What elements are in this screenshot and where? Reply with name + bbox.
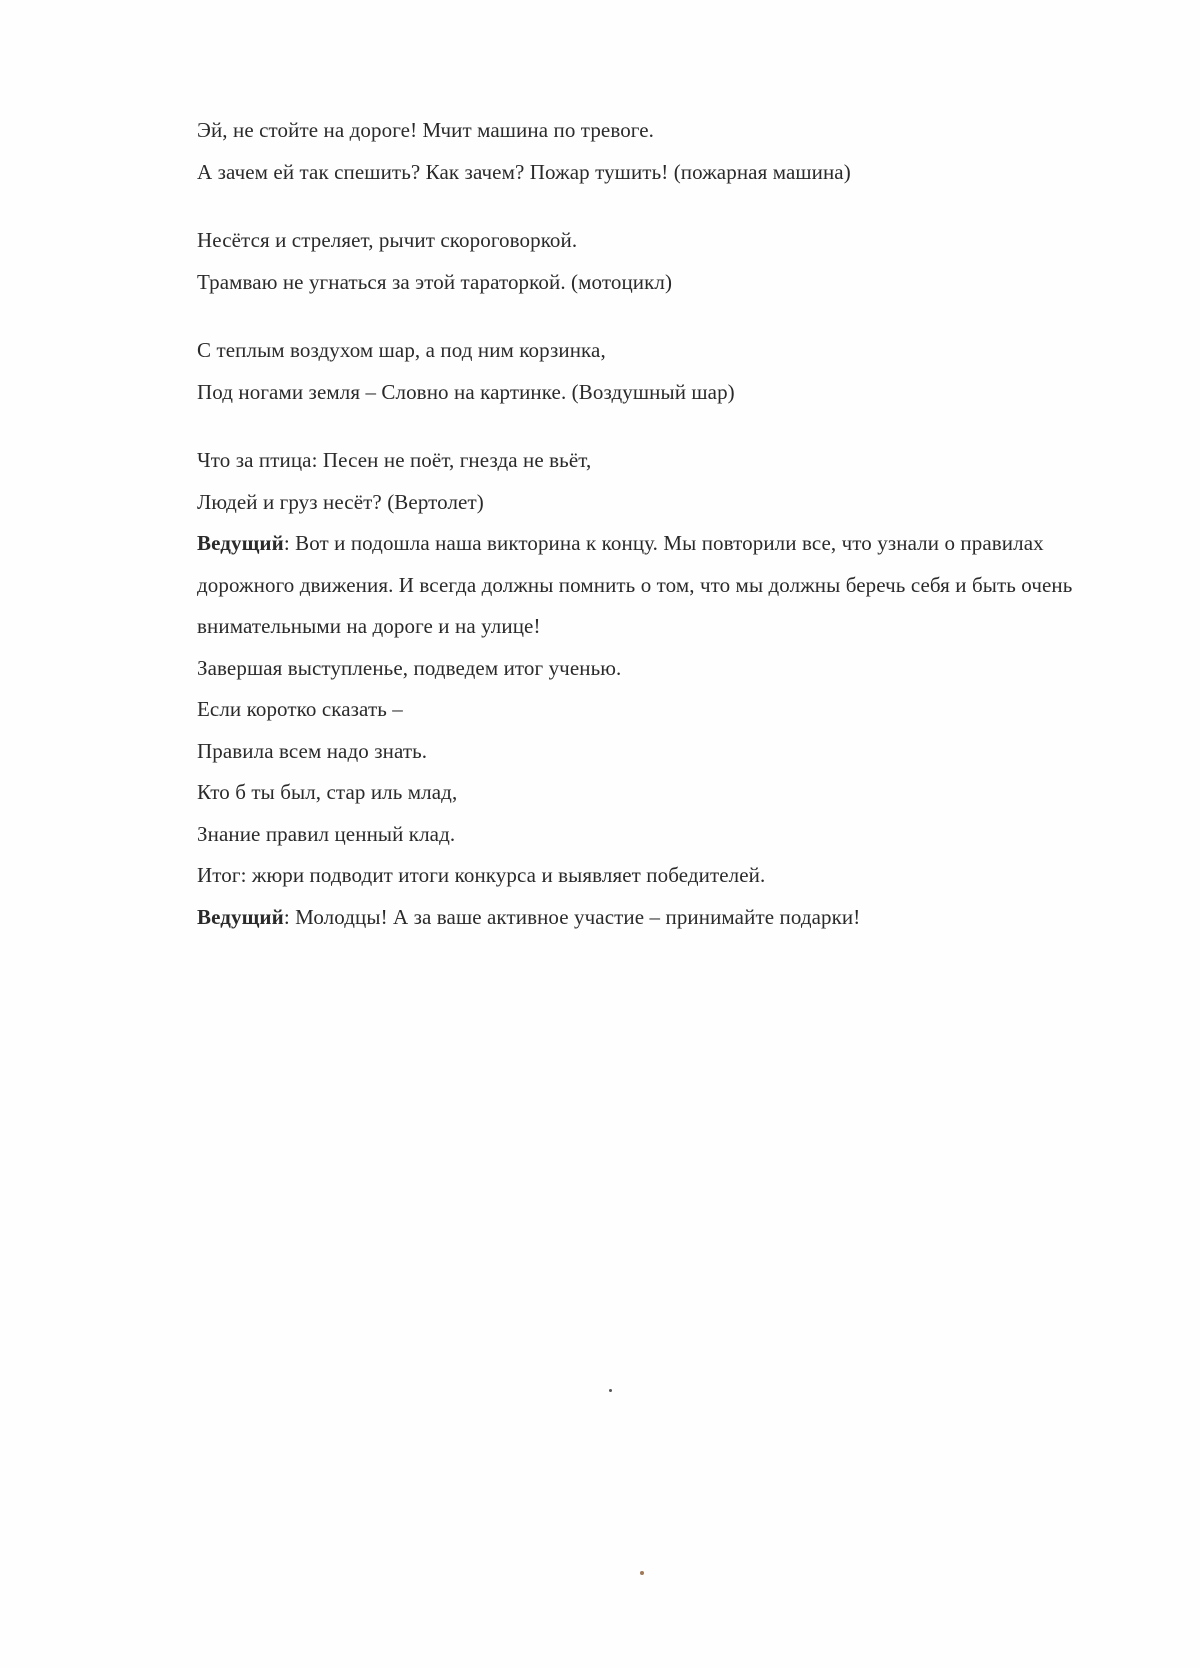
host-closing-paragraph	[197, 523, 1137, 648]
riddle-line: Что за птица: Песен не поёт, гнезда не вьёт,	[197, 448, 592, 472]
speaker-label: Ведущий	[197, 904, 284, 929]
host-final-text: : Молодцы! А за ваше активное участие – принимайте подарки!	[283, 904, 861, 929]
riddle-line: А зачем ей так спешить? Как зачем? Пожар тушить! (пожарная машина)	[197, 159, 851, 184]
poem-line: Если коротко сказать –	[197, 697, 403, 721]
poem-line: Знание правил ценный клад.	[197, 821, 456, 846]
riddle-line: Людей и груз несёт? (Вертолет)	[197, 489, 484, 514]
riddle-balloon	[197, 330, 1137, 413]
riddle-line: Несётся и стреляет, рычит скороговоркой.	[197, 228, 578, 252]
riddle-helicopter	[197, 440, 1137, 523]
host-final-line	[197, 897, 1137, 939]
riddle-line: Трамваю не угнаться за этой тараторкой. (мотоцикл)	[197, 269, 673, 294]
poem-line: Правила всем надо знать.	[197, 738, 428, 763]
riddle-motorcycle	[197, 220, 1137, 303]
poem-line: Кто б ты был, стар иль млад,	[197, 780, 458, 804]
result-line: Итог: жюри подводит итоги конкурса и выявляет победителей.	[197, 863, 766, 887]
scan-speck	[609, 1389, 612, 1392]
document-body	[197, 110, 1137, 938]
speaker-label: Ведущий	[197, 531, 284, 555]
riddle-fire-truck	[197, 110, 1137, 193]
poem-line: Завершая выступленье, подведем итог ученью.	[197, 655, 622, 680]
scan-speck	[640, 1571, 644, 1575]
riddle-line: Эй, не стойте на дороге! Мчит машина по тревоге.	[197, 118, 655, 142]
host-closing-text: : Вот и подошла наша викторина к концу. Мы повторили все, что узнали о правилах дорожного движения. И всегда должны помнить о том, что мы должны беречь себя и быть очень внимательными на дороге и на улице!	[197, 531, 1073, 638]
riddle-line: С теплым воздухом шар, а под ним корзинка,	[197, 338, 606, 362]
closing-section	[197, 523, 1137, 938]
riddle-line: Под ногами земля – Словно на картинке. (Воздушный шар)	[197, 379, 735, 404]
